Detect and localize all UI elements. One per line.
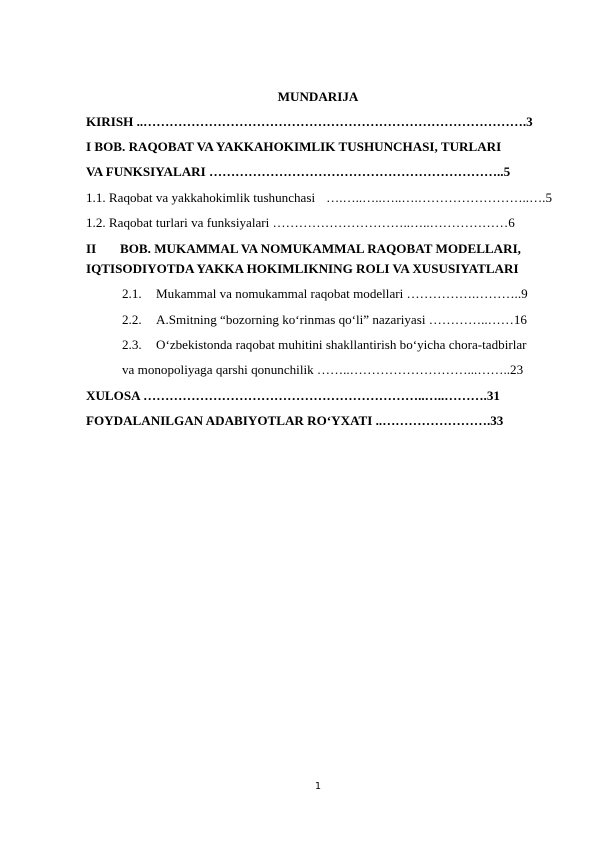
toc-entry-1-2: 1.2. Raqobat turlari va funksiyalari …………………………..…..………………6 [86,215,515,230]
toc-entry-2-2 [122,312,527,328]
toc-entry-2-3-number: 2.3. [122,337,142,352]
toc-entry-1-1 [86,190,552,206]
page-number: 1 [314,781,322,792]
toc-entry-2-3 [122,337,527,353]
toc-chapter1-title: I BOB. RAQOBAT VA YAKKAHOKIMLIK TUSHUNCHASI, TURLARI [86,139,502,154]
toc-entry-2-1 [122,286,528,302]
toc-entry-1-1-leader: ….…..…..…..….……………………..….5 [326,190,552,205]
toc-entry-kirish [86,114,533,130]
toc-chapter1-title-cont: VA FUNKSIYALARI …………………………………………………………..5 [86,164,511,179]
toc-chapter2-title-cont: IQTISODIYOTDA YAKKA HOKIMLIKNING ROLI VA XUSUSIYATLARI [86,261,519,276]
toc-entry-adabiyotlar [86,413,503,429]
toc-chapter2-title [86,241,521,257]
toc-entry-2-3-cont: va monopoliyaga qarshi qonunchilik ……..………………………...……..23 [122,362,524,377]
toc-entry-2-2-text: A.Smitning “bozorning ko‘rinmas qo‘li” nazariyasi …………..……16 [156,312,527,327]
toc-entry-2-3-text: O‘zbekistonda raqobat muhitini shakllantirish bo‘yicha chora-tadbirlar [156,337,527,352]
toc-chapter2-title-text: BOB. MUKAMMAL VA NOMUKAMMAL RAQOBAT MODELLARI, [120,241,521,256]
toc-entry-xulosa: XULOSA ………………………………………………………..…..……….31 [86,388,500,403]
toc-entry-2-2-number: 2.2. [122,312,142,327]
toc-chapter2-roman: II [86,241,97,256]
toc-entry-2-1-number: 2.1. [122,286,142,301]
toc-entry-adabiyotlar-text: FOYDALANILGAN ADABIYOTLAR RO‘YXATI ..…………………….33 [86,413,504,428]
toc-heading: MUNDARIJA [277,89,359,104]
toc-entry-1-1-title: 1.1. Raqobat va yakkahokimlik tushunchasi [86,190,316,205]
toc-entry-2-1-text: Mukammal va nomukammal raqobat modellari …………….………..9 [156,286,528,301]
toc-entry-kirish-text: KIRISH ..…………………………………………………………………………….3 [86,114,533,129]
